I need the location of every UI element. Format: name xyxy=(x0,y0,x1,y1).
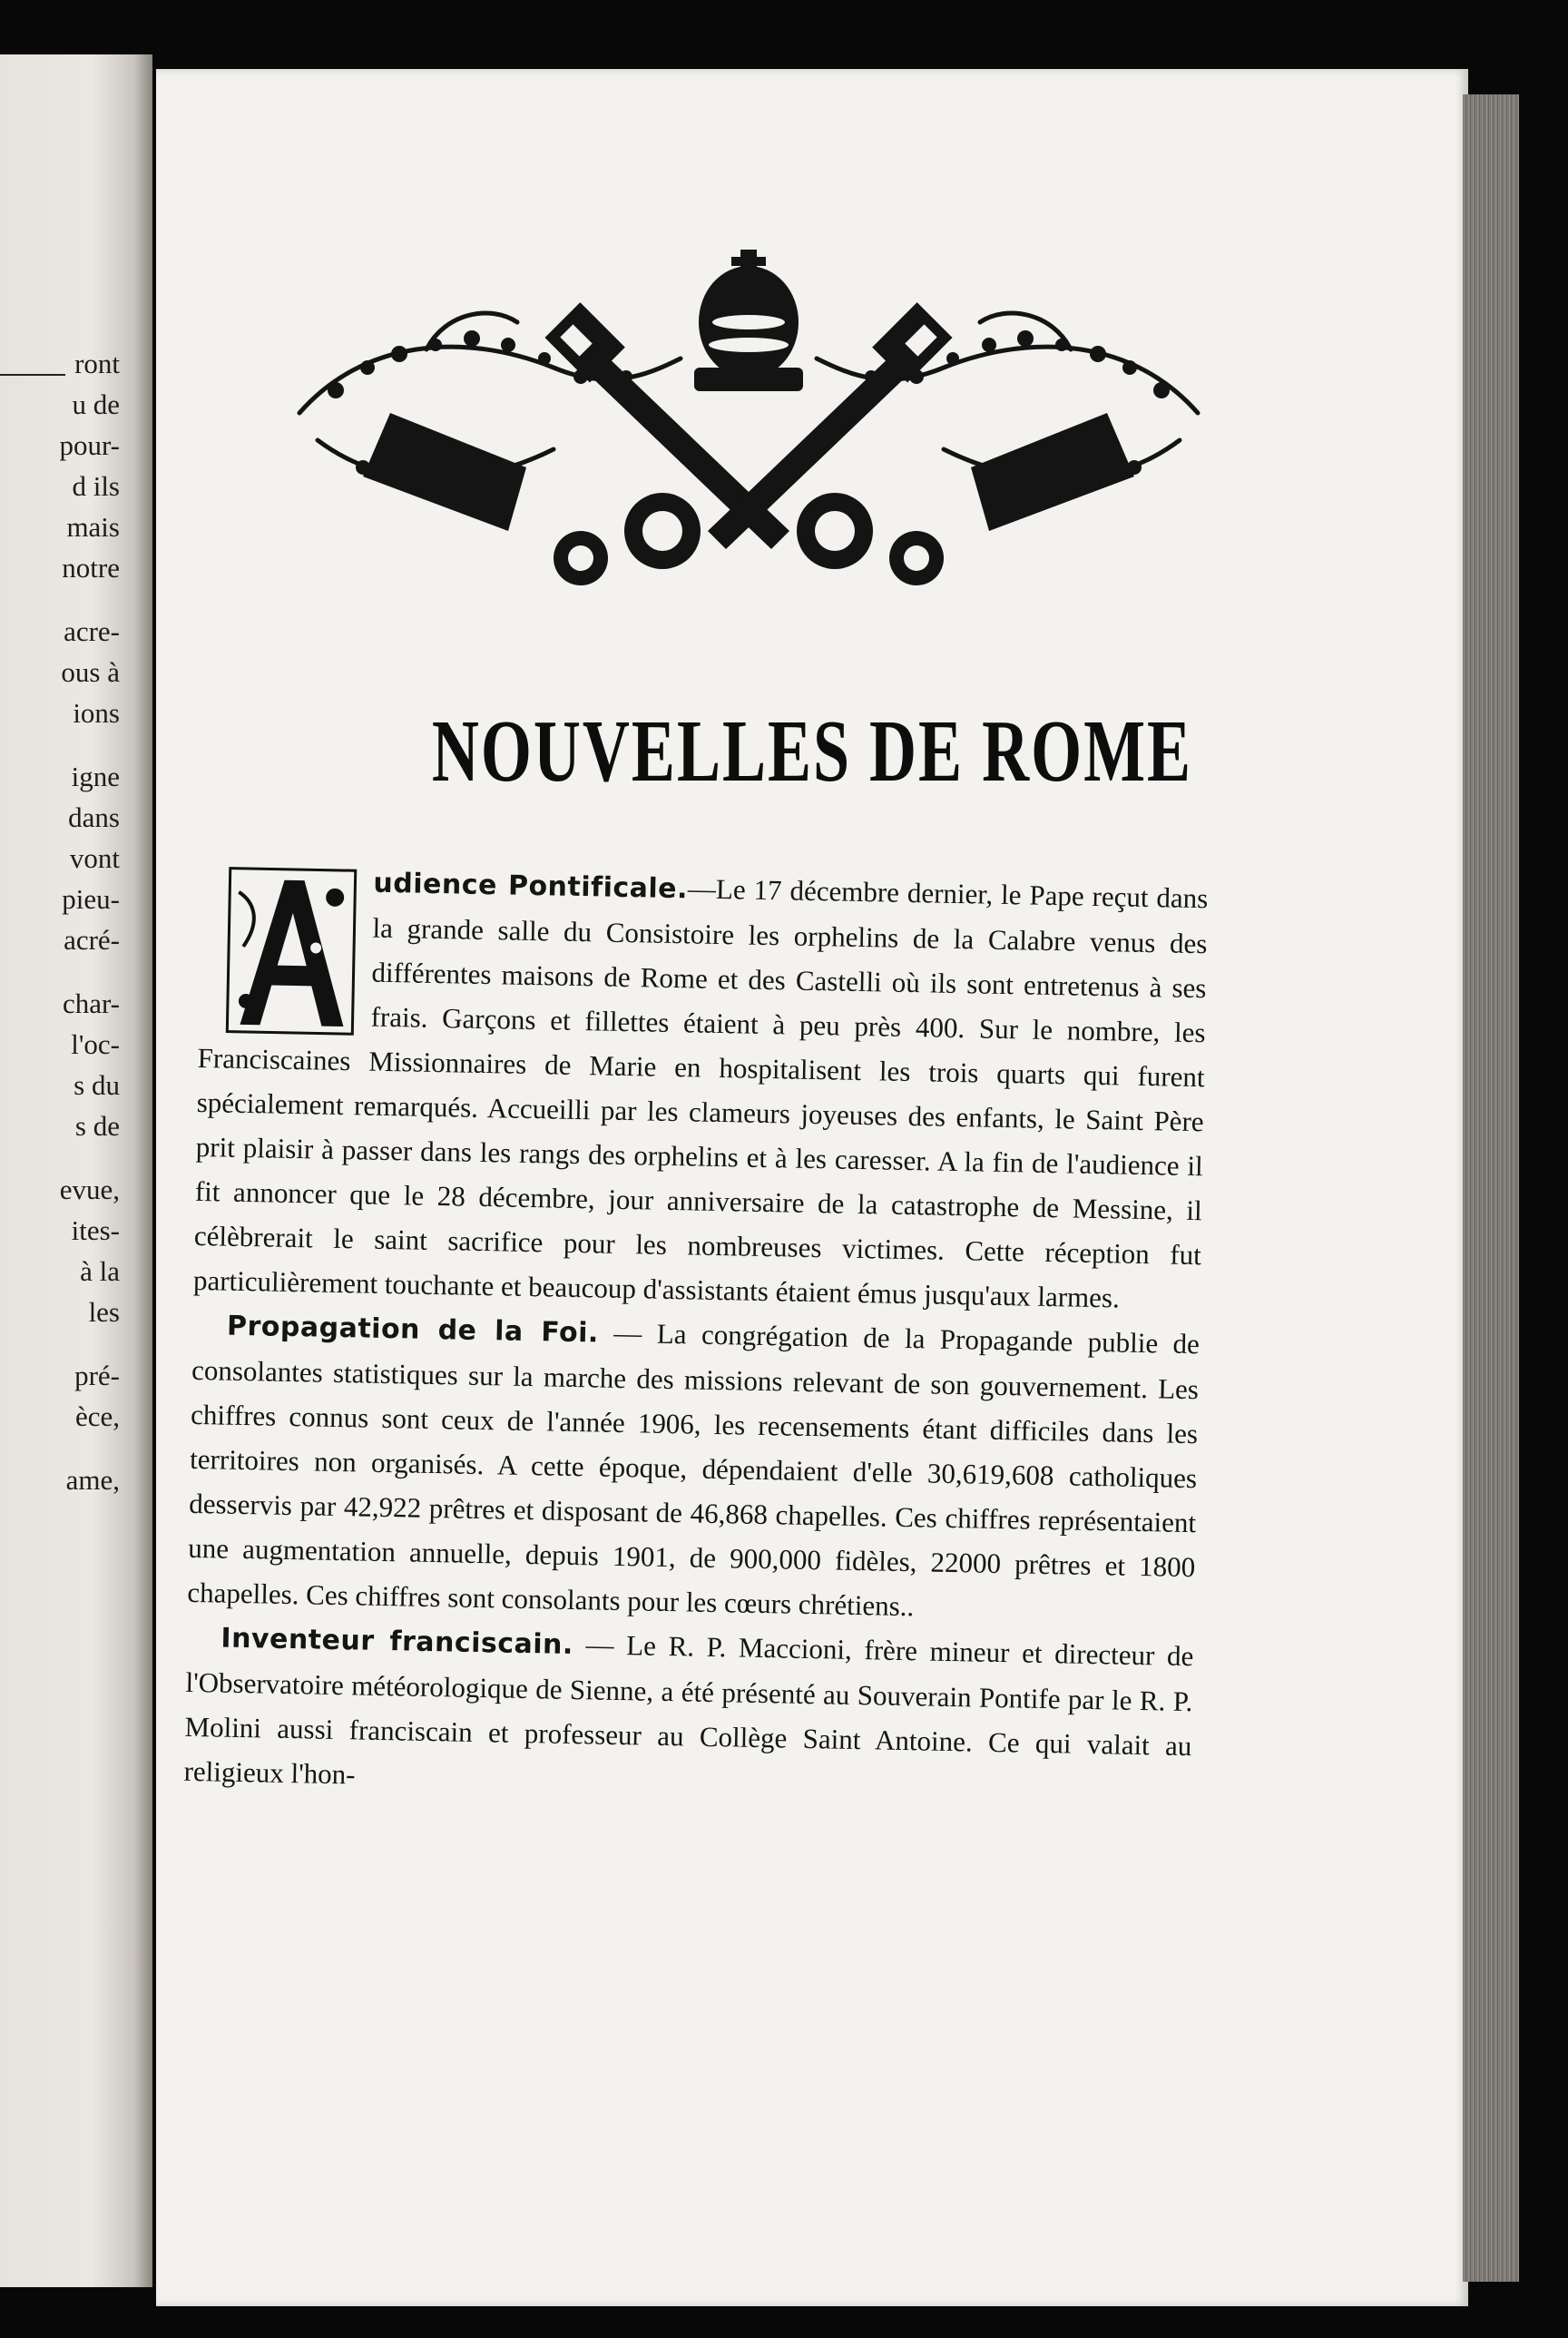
left-page-rule xyxy=(0,374,65,376)
left-page-line: à la xyxy=(80,1255,120,1287)
page-edges xyxy=(1463,94,1519,2282)
left-page-line: ous à xyxy=(61,656,120,688)
left-page-line: pour- xyxy=(59,429,120,461)
left-page-line: èce, xyxy=(74,1400,120,1432)
left-page-line: pré- xyxy=(74,1360,120,1391)
page-title: NOUVELLES DE ROME xyxy=(431,702,1193,801)
left-page-line: ions xyxy=(73,697,120,729)
left-page-line: s de xyxy=(74,1110,120,1142)
paragraph-heading: Propagation de la Foi. xyxy=(226,1310,600,1350)
papal-ornament-image xyxy=(281,231,1216,649)
left-page-line: evue, xyxy=(59,1174,120,1205)
paragraph-heading: Inventeur franciscain. xyxy=(220,1622,574,1662)
left-page-line: ites- xyxy=(71,1214,120,1246)
left-page-line: ront xyxy=(74,348,120,379)
left-page-line: acré- xyxy=(64,924,120,956)
left-page-line: igne xyxy=(71,761,120,792)
left-page-line: mais xyxy=(66,511,120,543)
left-page-fragment xyxy=(0,54,152,2287)
paragraph-text: — La congrégation de la Propagande publie de consolantes statistiques sur la marche des missions relevant de son gouvernement. Les chiffres connus sont ceux de l'année 1906, les recensements étant difficiles dans les territoires non organisés. A cette époque, dépendaient d'elle 30,619,608 catholiques desservis par 42,922 prêtres et disposant de 46,868 chapelles. Ces chiffres représentaient une augmentation annuelle, depuis 1901, de 900,000 fidèles, 22000 prêtres et 1800 chapelles. Ces chiffres sont consolants pour les cœurs chrétiens.. xyxy=(187,1316,1200,1623)
left-page-line: u de xyxy=(72,388,120,420)
paragraph-text: — Le R. P. Maccioni, frère mineur et directeur de l'Observatoire météorologique de Sienne, a été présenté au Souverain Pontife par le R. P. Molini aussi franciscain et professeur au Collège Saint Antoine. Ce qui valait au religieux l'hon- xyxy=(183,1628,1194,1791)
left-page-line: char- xyxy=(62,987,120,1019)
paragraph-text: —Le 17 décembre dernier, le Pape reçut dans la grande salle du Consistoire les orphelins de la Calabre venus des différentes maisons de Rome et des Castelli où ils sont entretenus à ses frais. Garçons et fillettes étaient à peu près 400. Sur le nombre, les Franciscaines Missionnaires de Marie en hospitalisent les trois quarts qui furent spécialement remarqués. Accueilli par les clameurs joyeuses des enfants, le Saint Père prit plaisir à passer dans les rangs des orphelins et à les caresser. A la fin de l'audience il fit annoncer que le 28 décembre, jour anniversaire de la catastrophe de Messine, il célèbrerait le saint sacrifice pour les nombreuses victimes. Cette réception fut particulièrement touchante et beaucoup d'assistants étaient émus jusqu'aux larmes. xyxy=(192,872,1209,1314)
left-page-line: d ils xyxy=(72,470,120,502)
left-page-line: notre xyxy=(62,552,120,584)
left-page-line: vont xyxy=(69,842,120,874)
paragraph-inventeur xyxy=(183,1615,1194,1812)
left-page-line: pieu- xyxy=(62,883,120,915)
decorated-initial xyxy=(223,865,359,1038)
paragraph-propagation xyxy=(187,1302,1200,1634)
left-page-line: s du xyxy=(74,1069,120,1101)
left-page-line: les xyxy=(88,1296,120,1328)
left-page-line: l'oc- xyxy=(71,1028,120,1060)
paragraph-heading: udience Pontificale. xyxy=(373,867,689,906)
article-body xyxy=(183,857,1209,1812)
left-page-line: acre- xyxy=(64,615,120,647)
left-page-line: dans xyxy=(68,801,120,833)
left-page-line: ame, xyxy=(65,1464,120,1496)
